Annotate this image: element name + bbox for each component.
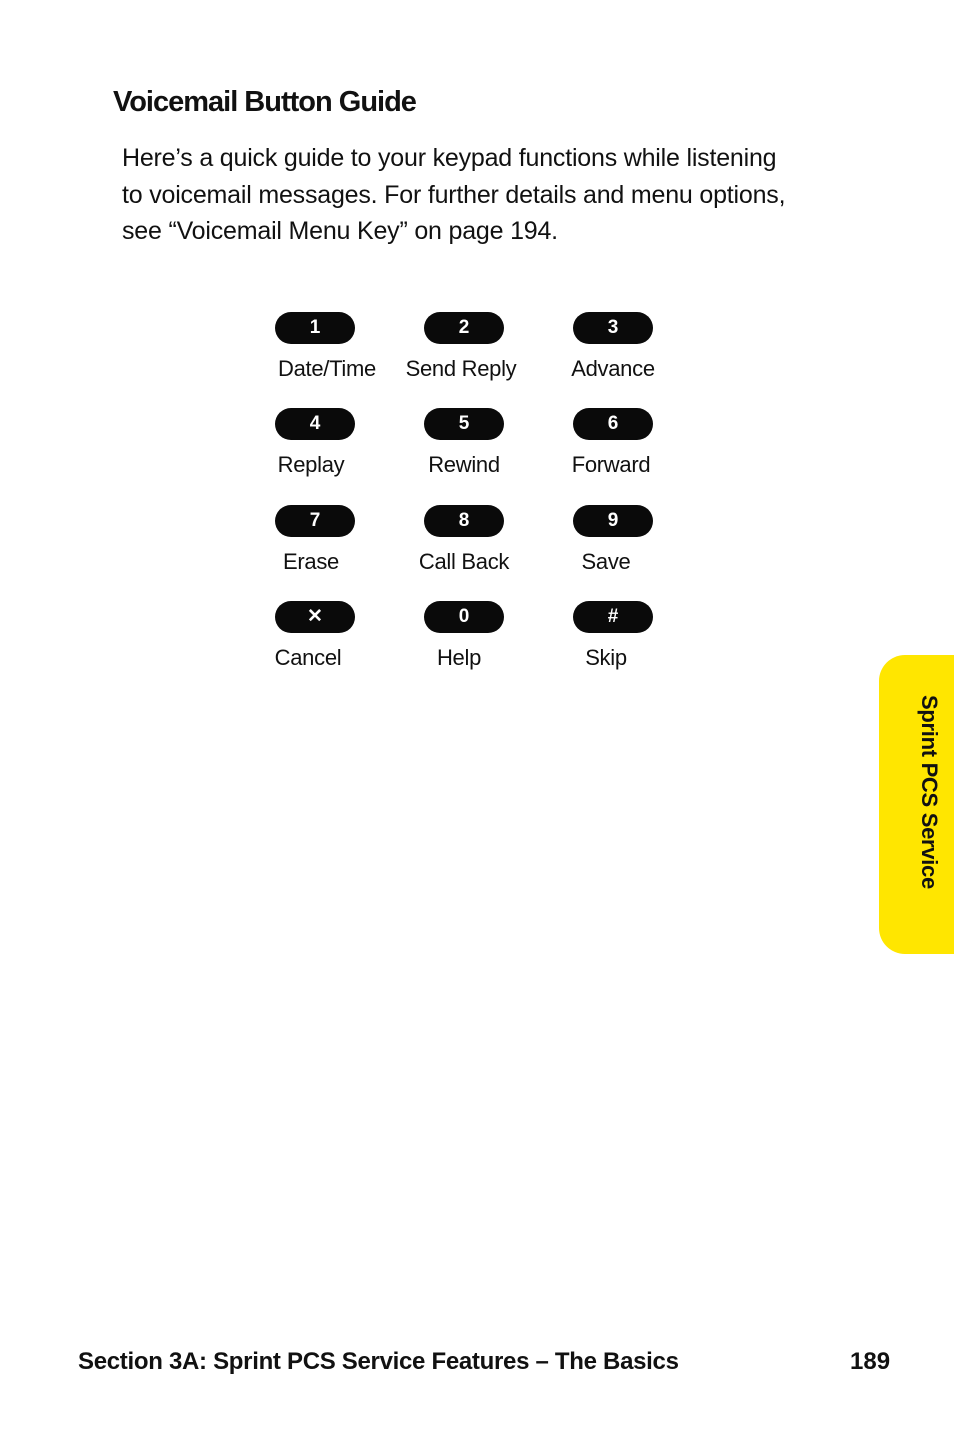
- key-2-label: Send Reply: [405, 356, 517, 381]
- key-9-button: 9: [573, 505, 653, 537]
- key-5-label: Rewind: [428, 452, 500, 477]
- intro-line: Here’s a quick guide to your keypad functions while listening: [122, 144, 777, 172]
- key-3: [548, 312, 698, 408]
- key-1-label: Date/Time: [278, 356, 376, 381]
- key-8-button: 8: [424, 505, 504, 537]
- key-star-button: ✕: [275, 601, 355, 633]
- key-4: [250, 408, 400, 504]
- side-tab-label: Sprint PCS Service: [917, 695, 942, 889]
- key-9: [548, 505, 698, 601]
- intro-paragraph: [122, 140, 862, 250]
- intro-line: see “Voicemail Menu Key” on page 194.: [122, 217, 558, 245]
- key-7-button: 7: [275, 505, 355, 537]
- footer-section-title: Section 3A: Sprint PCS Service Features – The Basics: [78, 1348, 679, 1375]
- key-6-label: Forward: [571, 452, 651, 477]
- keypad-guide: [250, 312, 700, 692]
- intro-line: to voicemail messages. For further details and menu options,: [122, 180, 786, 209]
- key-0-button: 0: [424, 601, 504, 633]
- key-7-label: Erase: [283, 549, 339, 574]
- key-0: [399, 601, 549, 697]
- key-8: [399, 505, 549, 601]
- key-1: [250, 312, 400, 408]
- key-5-button: 5: [424, 408, 504, 440]
- key-1-button: 1: [275, 312, 355, 344]
- key-5: [399, 408, 549, 504]
- key-6: [548, 408, 698, 504]
- key-4-button: 4: [275, 408, 355, 440]
- key-4-label: Replay: [277, 452, 345, 477]
- key-pound-button: #: [573, 601, 653, 633]
- key-8-label: Call Back: [418, 549, 510, 574]
- key-7: [250, 505, 400, 601]
- section-heading: Voicemail Button Guide: [113, 86, 416, 118]
- key-2-button: 2: [424, 312, 504, 344]
- key-0-label: Help: [436, 645, 482, 670]
- key-3-label: Advance: [571, 356, 655, 381]
- section-side-tab: [879, 655, 954, 954]
- key-2: [399, 312, 549, 408]
- key-star: [250, 601, 400, 697]
- key-3-button: 3: [573, 312, 653, 344]
- key-pound-label: Skip: [585, 645, 627, 670]
- key-9-label: Save: [581, 549, 631, 574]
- key-pound: [548, 601, 698, 697]
- footer-page-number: 189: [850, 1348, 891, 1375]
- key-star-label: Cancel: [274, 645, 342, 670]
- key-6-button: 6: [573, 408, 653, 440]
